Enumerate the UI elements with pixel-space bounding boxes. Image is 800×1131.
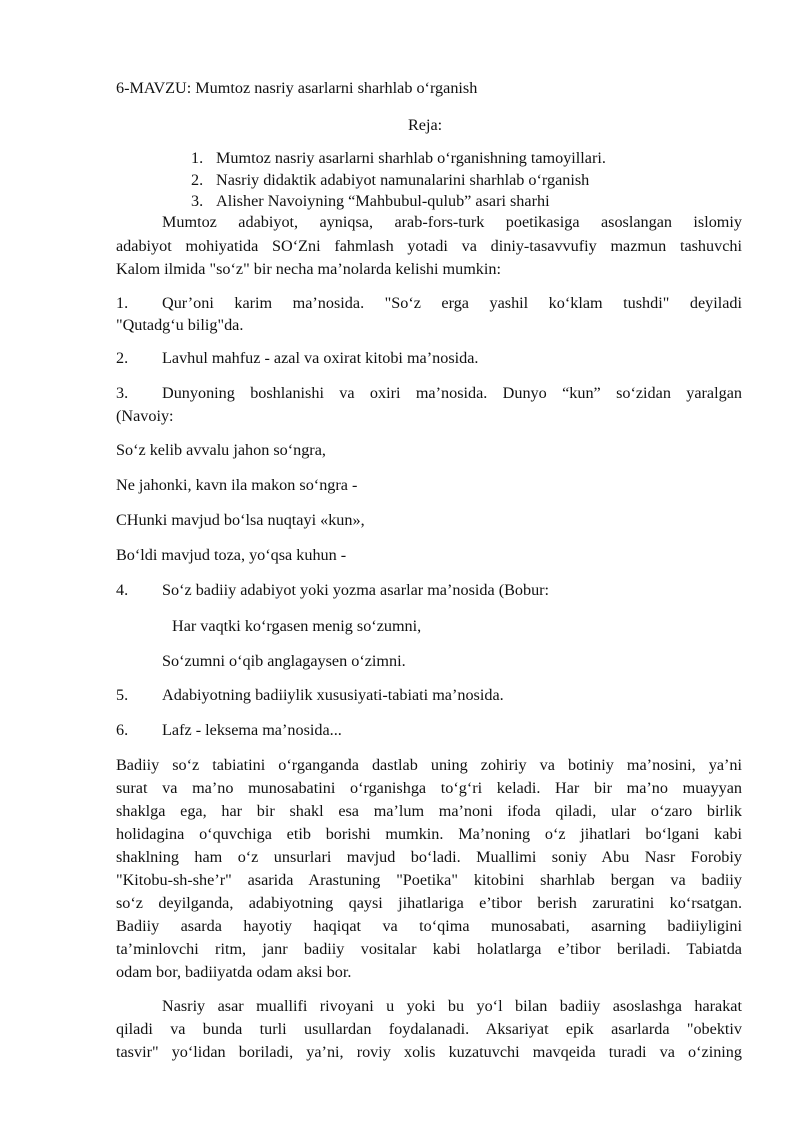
paragraph-line: holidagina o‘quvchiga etib borishi mumkin. Ma’noning o‘z jihatlari bo‘lgani kabi: [116, 825, 742, 843]
poem-line: So‘z kelib avvalu jahon so‘ngra,: [116, 441, 326, 459]
paragraph-line: Badiiy asarda hayotiy haqiqat va to‘qima munosabati, asarning badiiyligini: [116, 917, 742, 935]
intro-line: Kalom ilmida "so‘z" bir necha ma’nolarda kelishi mumkin:: [116, 260, 501, 278]
plan-item-text: Mumtoz nasriy asarlarni sharhlab o‘rganishning tamoyillari.: [216, 149, 606, 167]
meaning-item-text: So‘z badiiy adabiyot yoki yozma asarlar ma’nosida (Bobur:: [162, 581, 550, 599]
paragraph-line: ta’minlovchi ritm, janr badiiy vositalar kabi holatlarga e’tibor beriladi. Tabiatda: [116, 940, 742, 958]
intro-line: Mumtoz adabiyot, ayniqsa, arab-fors-turk poetikasiga asoslangan islomiy: [162, 213, 742, 231]
poem-line: Har vaqtki ko‘rgasen menig so‘zumni,: [172, 617, 422, 635]
paragraph-line: Badiiy so‘z tabiatini o‘rganganda dastlab uning zohiriy va botiniy ma’nosini, ya’ni: [116, 756, 742, 774]
paragraph-line: qiladi va bunda turli usullardan foydalanadi. Aksariyat epik asarlarda "obektiv: [116, 1020, 742, 1038]
paragraph-line: odam bor, badiiyatda odam aksi bor.: [116, 963, 352, 981]
meaning-item-line: Qur’oni karim ma’nosida. "So‘z erga yashil ko‘klam tushdi" deyiladi: [162, 294, 742, 312]
meaning-item-line: (Navoiy:: [116, 407, 174, 425]
meaning-item-text: Lavhul mahfuz - azal va oxirat kitobi ma’nosida.: [162, 349, 479, 367]
meaning-item-number: 2.: [116, 349, 129, 367]
meaning-item-number: 4.: [116, 581, 129, 599]
paragraph-line: surat va ma’no munosabatini o‘rganishga to‘g‘ri keladi. Har bir ma’no muayyan: [116, 779, 742, 797]
paragraph-line: tasvir" yo‘lidan boriladi, ya’ni, roviy xolis kuzatuvchi mavqeida turadi va o‘zining: [116, 1043, 742, 1061]
poem-line: CHunki mavjud bo‘lsa nuqtayi «kun»,: [116, 511, 365, 529]
paragraph-line: Nasriy asar muallifi rivoyani u yoki bu yo‘l bilan badiiy asoslashga harakat: [162, 997, 742, 1015]
poem-line: So‘zumni o‘qib anglagaysen o‘zimni.: [162, 652, 406, 670]
meaning-item-line: "Qutadg‘u bilig"da.: [116, 316, 244, 334]
plan-item-number: 3.: [191, 192, 204, 210]
meaning-item-number: 1.: [116, 294, 129, 312]
paragraph-line: "Kitobu-sh-she’r" asarida Arastuning "Poetika" kitobini sharhlab bergan va badiiy: [116, 871, 742, 889]
poem-line: Bo‘ldi mavjud toza, yo‘qsa kuhun -: [116, 546, 347, 564]
plan-item-number: 1.: [191, 149, 204, 167]
paragraph-line: shaklga ega, har bir shakl esa ma’lum ma’noni ifoda qiladi, ular o‘zaro birlik: [116, 802, 742, 820]
meaning-item-line: Dunyoning boshlanishi va oxiri ma’nosida. Dunyo “kun” so‘zidan yaralgan: [162, 384, 742, 402]
meaning-item-text: Lafz - leksema ma’nosida...: [162, 721, 342, 739]
plan-item-number: 2.: [191, 171, 204, 189]
meaning-item-text: Adabiyotning badiiylik xususiyati-tabiati ma’nosida.: [162, 686, 504, 704]
intro-line: adabiyot mohiyatida SO‘Zni fahmlash yotadi va diniy-tasavvufiy mazmun tashuvchi: [116, 237, 742, 255]
plan-heading: Reja:: [408, 116, 443, 134]
document-title: 6-MAVZU: Mumtoz nasriy asarlarni sharhlab o‘rganish: [116, 79, 478, 97]
plan-item-text: Alisher Navoiyning “Mahbubul-qulub” asari sharhi: [216, 192, 550, 210]
poem-line: Ne jahonki, kavn ila makon so‘ngra -: [116, 476, 358, 494]
paragraph-line: shaklning ham o‘z unsurlari mavjud bo‘ladi. Muallimi soniy Abu Nasr Forobiy: [116, 848, 742, 866]
paragraph-line: so‘z deyilganda, adabiyotning qaysi jihatlariga e’tibor berish zaruratini ko‘rsatgan.: [116, 894, 742, 912]
plan-item-text: Nasriy didaktik adabiyot namunalarini sharhlab o‘rganish: [216, 171, 590, 189]
meaning-item-number: 3.: [116, 384, 129, 402]
meaning-item-number: 5.: [116, 686, 129, 704]
meaning-item-number: 6.: [116, 721, 129, 739]
